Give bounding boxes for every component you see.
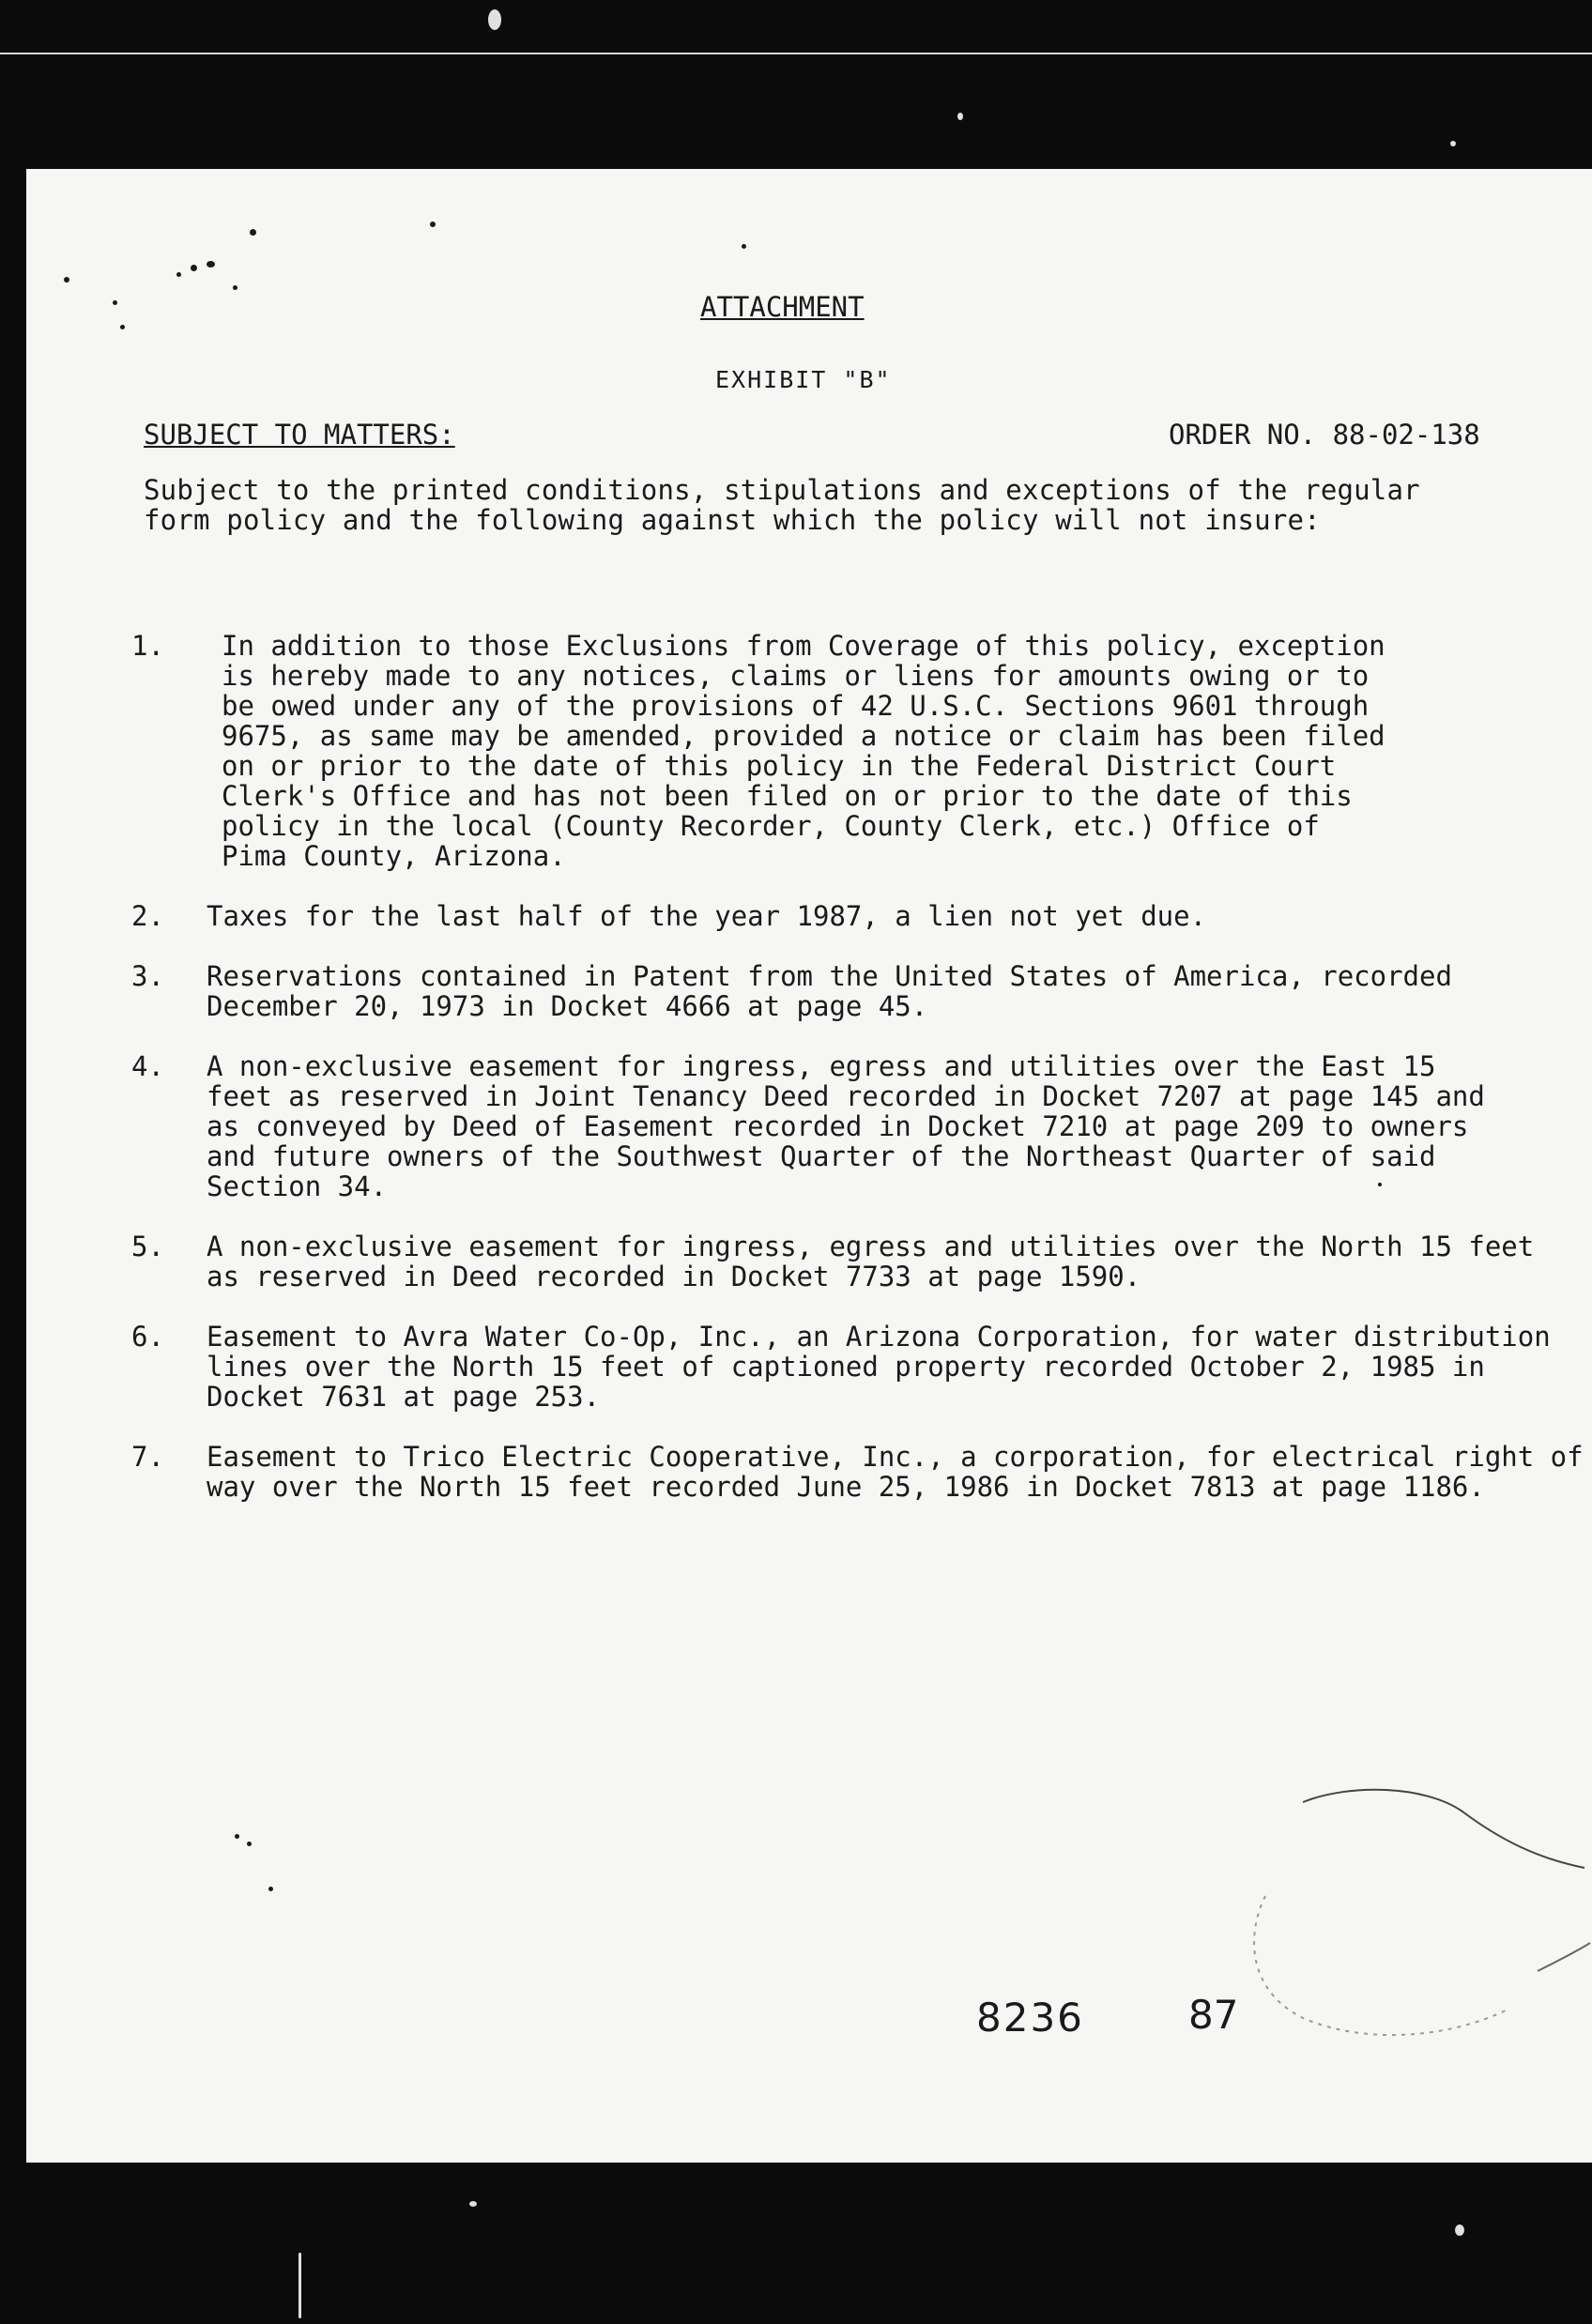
- pencil-scribble: [1228, 1774, 1592, 2056]
- scan-speck: [176, 272, 181, 277]
- scan-speck: [64, 277, 69, 283]
- item-line: Docket 7631 at page 253.: [207, 1381, 601, 1413]
- item-line: is hereby made to any notices, claims or liens for amounts owing or to: [222, 660, 1370, 692]
- list-item-text: [207, 1051, 1530, 1201]
- list-item-text: [207, 961, 1530, 1021]
- document-page: [26, 169, 1592, 2163]
- item-line: lines over the North 15 feet of captioned property recorded October 2, 1985 in: [207, 1351, 1485, 1383]
- item-line: December 20, 1973 in Docket 4666 at page 45.: [207, 990, 928, 1022]
- list-item: [131, 961, 1530, 1021]
- item-line: feet as reserved in Joint Tenancy Deed recorded in Docket 7207 at page 145 and: [207, 1080, 1485, 1112]
- page-number: 87: [1188, 1992, 1239, 2038]
- scan-speck: [957, 113, 963, 120]
- item-line: way over the North 15 feet recorded June 25, 1986 in Docket 7813 at page 1186.: [207, 1471, 1485, 1503]
- item-line: Pima County, Arizona.: [222, 840, 566, 872]
- list-item-text: [207, 1231, 1534, 1292]
- scan-speck: [268, 1887, 273, 1891]
- list-item: [131, 631, 1530, 871]
- item-line: A non-exclusive easement for ingress, egress and utilities over the North 15 feet: [207, 1231, 1535, 1262]
- list-item-number: 1.: [131, 630, 164, 662]
- item-line: Section 34.: [207, 1170, 388, 1202]
- item-line: Clerk's Office and has not been filed on or prior to the date of this: [222, 780, 1353, 812]
- item-line: be owed under any of the provisions of 42 U.S.C. Sections 9601 through: [222, 690, 1370, 722]
- list-item-text: [222, 631, 1530, 871]
- list-item-number: 2.: [131, 900, 164, 932]
- list-item: [131, 1441, 1584, 1503]
- scan-speck: [298, 2253, 301, 2318]
- exceptions-list: [131, 630, 1584, 1532]
- scan-speck: [430, 222, 436, 227]
- list-item-number: 6.: [131, 1321, 164, 1353]
- item-line: policy in the local (County Recorder, County Clerk, etc.) Office of: [222, 810, 1320, 842]
- list-item: [131, 1321, 1551, 1413]
- scan-speck: [120, 325, 125, 329]
- item-line: Easement to Avra Water Co-Op, Inc., an Arizona Corporation, for water distribution: [207, 1321, 1551, 1353]
- scan-speck: [233, 285, 237, 290]
- item-line: In addition to those Exclusions from Coverage of this policy, exception: [222, 630, 1385, 662]
- scan-speck: [1450, 141, 1456, 146]
- list-item: [131, 1231, 1535, 1292]
- order-number: ORDER NO. 88-02-138: [1169, 419, 1480, 451]
- list-item-text: [207, 901, 1530, 931]
- list-item-number: 7.: [131, 1441, 164, 1473]
- scan-speck: [207, 261, 215, 268]
- intro-line: Subject to the printed conditions, stipulations and exceptions of the regular: [144, 474, 1420, 506]
- subject-to-matters-label: SUBJECT TO MATTERS:: [144, 419, 455, 451]
- list-item: [131, 1051, 1530, 1201]
- item-line: 9675, as same may be amended, provided a notice or claim has been filed: [222, 720, 1385, 752]
- item-line: A non-exclusive easement for ingress, egress and utilities over the East 15: [207, 1050, 1436, 1082]
- list-item-number: 5.: [131, 1231, 164, 1262]
- item-line: Easement to Trico Electric Cooperative, Inc., a corporation, for electrical right of: [207, 1441, 1584, 1473]
- item-line: on or prior to the date of this policy in the Federal District Court: [222, 750, 1337, 782]
- scan-speck: [469, 2201, 477, 2207]
- list-item-number: 3.: [131, 960, 164, 992]
- scan-speck: [742, 244, 746, 249]
- document-code: 8236: [976, 1995, 1084, 2041]
- scan-speck: [113, 300, 117, 305]
- scan-speck: [1455, 2225, 1464, 2236]
- list-item-text: [207, 1322, 1551, 1412]
- scan-speck: [488, 9, 501, 30]
- item-line: Reservations contained in Patent from the United States of America, recorded: [207, 960, 1452, 992]
- scan-speck: [247, 1842, 252, 1846]
- list-item-text: [207, 1442, 1584, 1502]
- heading-attachment: ATTACHMENT: [700, 291, 865, 323]
- scan-top-rule: [0, 53, 1592, 54]
- scan-speck: [235, 1834, 239, 1839]
- item-line: Taxes for the last half of the year 1987, a lien not yet due.: [207, 900, 1207, 932]
- list-item: [131, 901, 1530, 931]
- intro-line: form policy and the following against which the policy will not insure:: [144, 504, 1321, 536]
- list-item-number: 4.: [131, 1050, 164, 1082]
- item-line: as conveyed by Deed of Easement recorded in Docket 7210 at page 209 to owners: [207, 1110, 1469, 1142]
- item-line: as reserved in Deed recorded in Docket 7733 at page 1590.: [207, 1261, 1141, 1292]
- scan-speck: [250, 229, 256, 236]
- heading-exhibit: EXHIBIT "B": [715, 366, 892, 393]
- scan-speck: [191, 265, 197, 271]
- item-line: and future owners of the Southwest Quarter of the Northeast Quarter of said: [207, 1140, 1436, 1172]
